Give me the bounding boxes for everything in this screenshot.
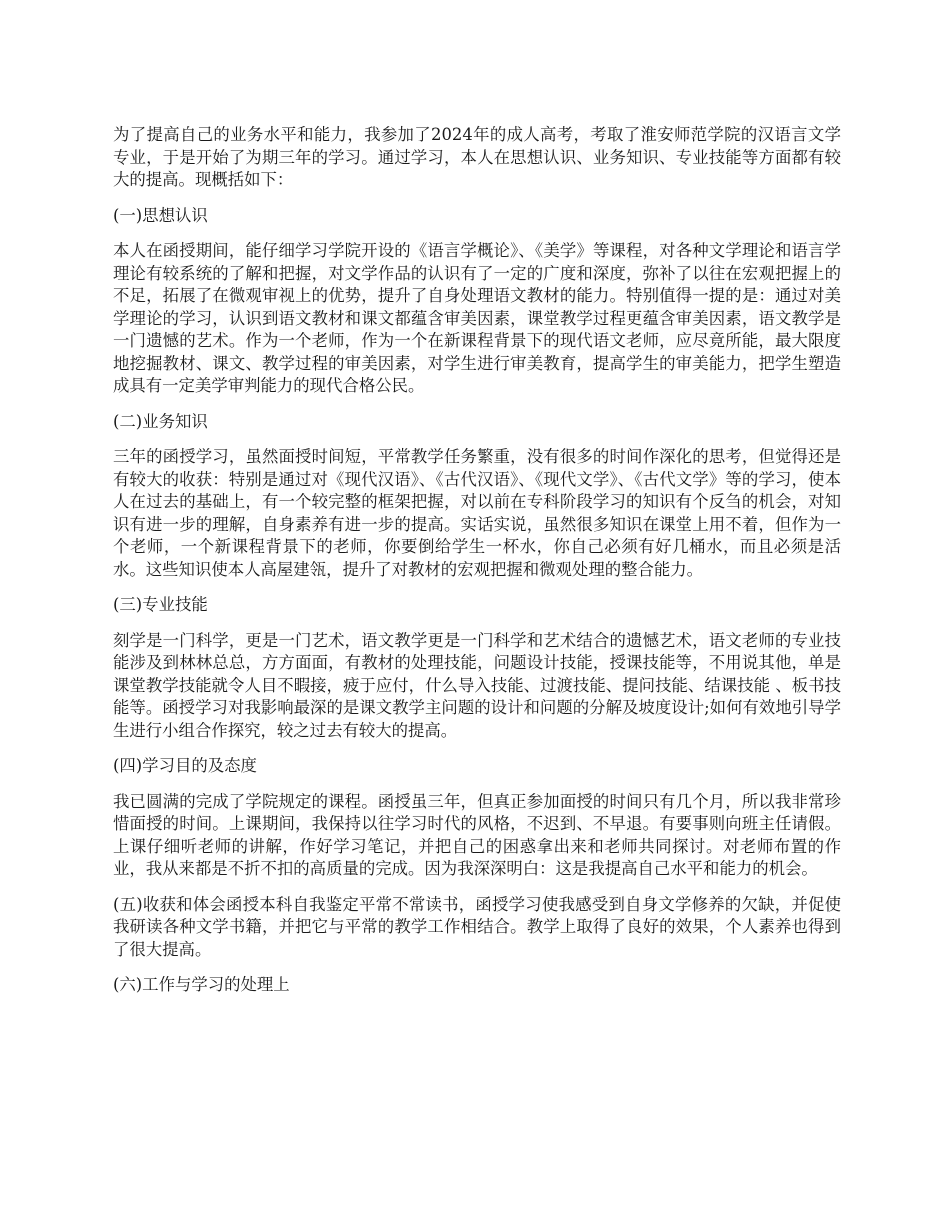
professional-skills-paragraph: 刻学是一门科学，更是一门艺术，语文教学更是一门科学和艺术结合的遗憾艺术，语文老师的专业技能涉及到林林总总，方方面面，有教材的处理技能，问题设计技能，授课技能等，不用说其他，单是课堂教学技能就令人目不暇接，疲于应付，什么导入技能、过渡技能、提问技能、结课技能 、板书技能等。函授学习对我影响最深的是课文教学主问题的设计和问题的分解及坡度设计;如何有效地引导学生进行小组合作探究，较之过去有较大的提高。 [113,630,841,740]
section-heading-professional-skills: (三)专业技能 [113,595,208,614]
intro-paragraph: 为了提高自己的业务水平和能力，我参加了2024年的成人高考，考取了淮安师范学院的汉语言文学专业，于是开始了为期三年的学习。通过学习，本人在思想认识、业务知识、专业技能等方面都有较大的提高。现概括如下： [113,125,841,189]
thinking-paragraph: 本人在函授期间，能仔细学习学院开设的《语言学概论》、《美学》等课程，对各种文学理论和语言学理论有较系统的了解和把握，对文学作品的认识有了一定的广度和深度，弥补了以往在宏观把握上的不足，拓展了在微观审视上的优势，提升了自身处理语文教材的能力。特别值得一提的是：通过对美学理论的学习，认识到语文教材和课文都蕴含审美因素，课堂教学过程更蕴含审美因素，语文教学是一门遗憾的艺术。作为一个老师，作为一个在新课程背景下的现代语文老师，应尽竟所能，最大限度地挖掘教材、课文、教学过程的审美因素，对学生进行审美教育，提高学生的审美能力，把学生塑造成具有一定美学审判能力的现代合格公民。 [113,241,841,395]
learning-attitude-paragraph: 我已圆满的完成了学院规定的课程。函授虽三年，但真正参加面授的时间只有几个月，所以我非常珍惜面授的时间。上课期间，我保持以往学习时代的风格，不迟到、不早退。有要事则向班主任请假。上课仔细听老师的讲解，作好学习笔记，并把自己的困惑拿出来和老师共同探讨。对老师布置的作业，我从来都是不折不扣的高质量的完成。因为我深深明白：这是我提高自己水平和能力的机会。 [113,791,841,878]
document-body [113,124,841,1010]
section-heading-learning-attitude: (四)学习目的及态度 [113,756,257,775]
section-heading-work-study-balance: (六)工作与学习的处理上 [113,975,290,994]
section-heading-business-knowledge: (二)业务知识 [113,411,208,431]
gains-paragraph: (五)收获和体会函授本科自我鉴定平常不常读书，函授学习使我感受到自身文学修养的欠缺，并促使我研读各种文学书籍，并把它与平常的教学工作相结合。教学上取得了良好的效果，个人素养也得到了很大提高。 [113,894,841,959]
section-heading-thinking: (一)思想认识 [113,205,208,225]
business-knowledge-paragraph: 三年的函授学习，虽然面授时间短，平常教学任务繁重，没有很多的时间作深化的思考，但觉得还是有较大的收获：特别是通过对《现代汉语》、《古代汉语》、《现代文学》、《古代文学》等的学习，使本人在过去的基础上，有一个较完整的框架把握，对以前在专科阶段学习的知识有个反刍的机会，对知识有进一步的理解，自身素养有进一步的提高。实话实说，虽然很多知识在课堂上用不着，但作为一个老师，一个新课程背景下的老师，你要倒给学生一杯水，你自己必须有好几桶水，而且必须是活水。这些知识使本人高屋建瓴，提升了对教材的宏观把握和微观处理的整合能力。 [113,447,841,579]
